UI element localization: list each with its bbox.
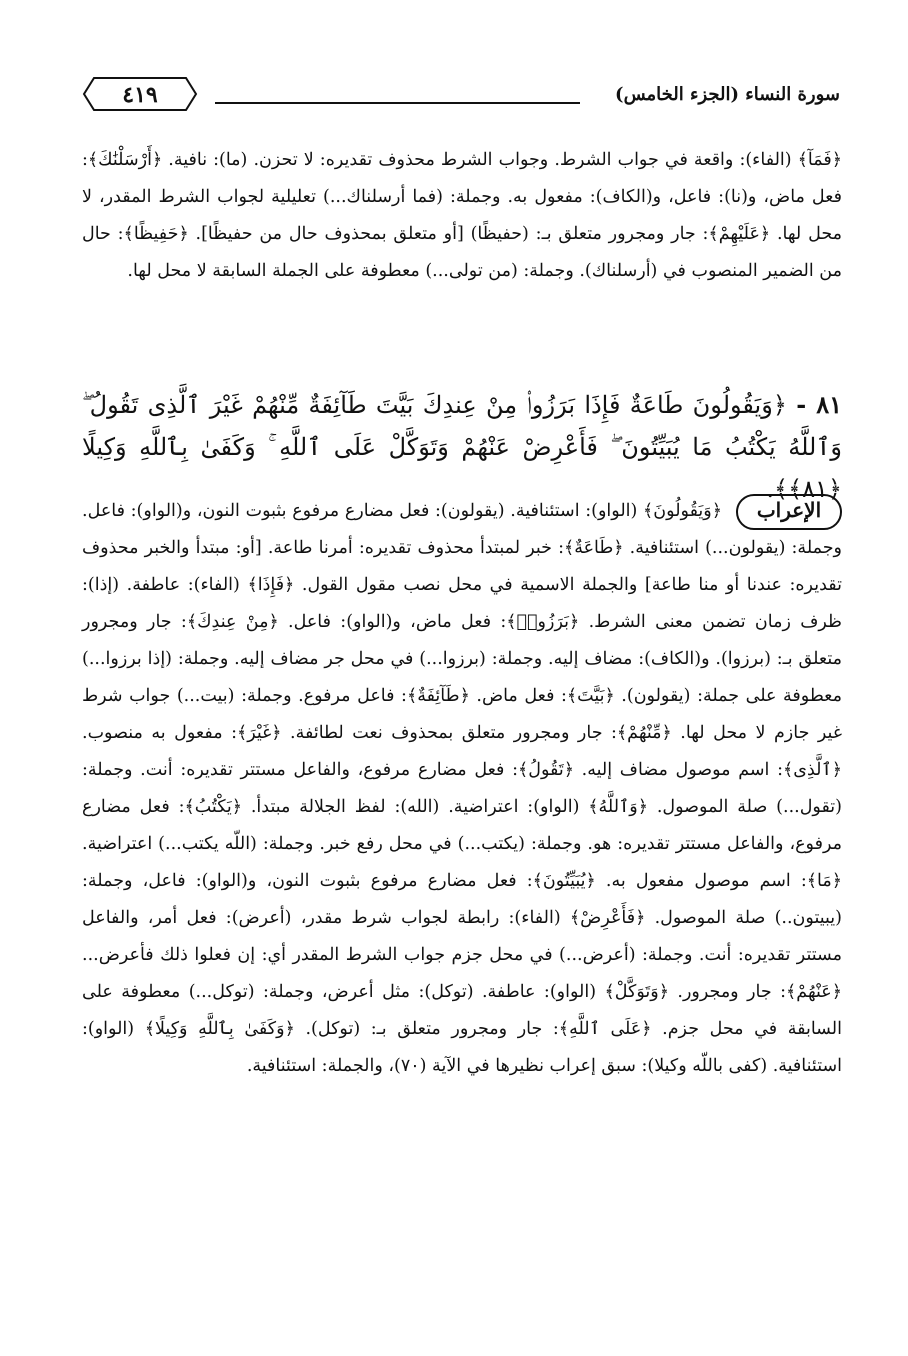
irab-heading-text: الإعراب xyxy=(756,498,822,522)
header-rule xyxy=(215,102,580,104)
paragraph-commentary-80: ﴿فَمَآ﴾ (الفاء): واقعة في جواب الشرط. وجواب الشرط محذوف تقديره: لا تحزن. (ما): نافية. ﴿أَرْسَلْنَٰكَ﴾: فعل ماض، و(نا): فاعل، و(الكاف): مفعول به. وجملة: (فما أرسلناك...) تعليلية لجواب الشرط المقدر، لا محل لها. ﴿عَلَيْهِمْ﴾: جار ومجرور متعلق بـ: (حفيظًا) [أو متعلق بمحذوف حال من حفيظًا]. ﴿حَفِيظًا﴾: حال من الضمير المنصوب في (أرسلناك). وجملة: (من تولى...) معطوفة على الجملة السابقة لا محل لها. xyxy=(82,150,842,281)
quran-verse-81 xyxy=(82,384,842,510)
page-number: ٤١٩ xyxy=(122,82,158,108)
verse-number: ٨١ - xyxy=(796,390,842,419)
paragraph-irab-81 xyxy=(82,493,842,1085)
irab-body: ﴿وَيَقُولُونَ﴾ (الواو): استئنافية. (يقولون): فعل مضارع مرفوع بثبوت النون، و(الواو): فاعل. وجملة: (يقولون...) استئنافية. ﴿طَاعَةٌ﴾: خبر لمبتدأ محذوف تقديره: أمرنا طاعة. [أو: مبتدأ والخبر محذوف تقديره: عندنا أو منا طاعة] والجملة الاسمية في محل نصب مقول القول. ﴿فَإِذَا﴾ (الفاء): عاطفة. (إذا): ظرف زمان تضمن معنى الشرط. ﴿بَرَزُوا۟﴾: فعل ماض، و(الواو): فاعل. ﴿مِنْ عِندِكَ﴾: جار ومجرور متعلق بـ: (برزوا). و(الكاف): مضاف إليه. وجملة: (برزوا...) في محل جر مضاف إليه. وجملة: (إذا برزوا...) معطوفة على جملة: (يقولون). ﴿بَيَّتَ﴾: فعل ماض. ﴿طَآئِفَةٌ﴾: فاعل مرفوع. وجملة: (بيت...) جواب شرط غير جازم لا محل لها. ﴿مِّنْهُمْ﴾: جار ومجرور متعلق بمحذوف نعت لطائفة. ﴿غَيْرَ﴾: مفعول به منصوب. ﴿ٱلَّذِى﴾: اسم موصول مضاف إليه. ﴿تَقُولُ﴾: فعل مضارع مرفوع، والفاعل مستتر تقديره: أنت. وجملة: (تقول...) صلة الموصول. ﴿وَٱللَّهُ﴾ (الواو): اعتراضية. (الله): لفظ الجلالة مبتدأ. ﴿يَكْتُبُ﴾: فعل مضارع مرفوع، والفاعل مستتر تقديره: هو. وجملة: (يكتب...) في محل رفع خبر. وجملة: (اللّه يكتب...) اعتراضية. ﴿مَا﴾: اسم موصول مفعول به. ﴿يُبَيِّتُونَ﴾: فعل مضارع مرفوع بثبوت النون، و(الواو): فاعل، وجملة: (يبيتون..) صلة الموصول. ﴿فَأَعْرِضْ﴾ (الفاء): رابطة لجواب شرط مقدر، (أعرض): فعل أمر، والفاعل مستتر تقديره: أنت. وجملة: (أعرض...) في محل جزم جواب الشرط المقدر أي: إن فعلوا ذلك فأعرض... ﴿عَنْهُمْ﴾: جار ومجرور. ﴿وَتَوَكَّلْ﴾ (الواو): عاطفة. (توكل): مثل أعرض، وجملة: (توكل...) معطوفة على السابقة في محل جزم. ﴿عَلَى ٱللَّهِ﴾: جار ومجرور متعلق بـ: (توكل). ﴿وَكَفَىٰ بِٱللَّهِ وَكِيلًا﴾ (الواو): استئنافية. (كفى باللّه وكيلا): سبق إعراب نظيرها في الآية (٧٠)، والجملة: استئنافية. xyxy=(82,501,842,1076)
page-header xyxy=(80,70,840,130)
page-number-box xyxy=(80,74,200,114)
header-title: سورة النساء (الجزء الخامس) xyxy=(615,84,840,105)
verse-text: ﴿وَيَقُولُونَ طَاعَةٌ فَإِذَا بَرَزُوا۟ مِنْ عِندِكَ بَيَّتَ طَآئِفَةٌ مِّنْهُمْ غَيْرَ ٱلَّذِى تَقُولُ ۖ وَٱللَّهُ يَكْتُبُ مَا يُبَيِّتُونَ ۖ فَأَعْرِضْ عَنْهُمْ وَتَوَكَّلْ عَلَى ٱللَّهِ ۚ وَكَفَىٰ بِٱللَّهِ وَكِيلًا ﴿٨١﴾﴾. xyxy=(82,391,842,503)
